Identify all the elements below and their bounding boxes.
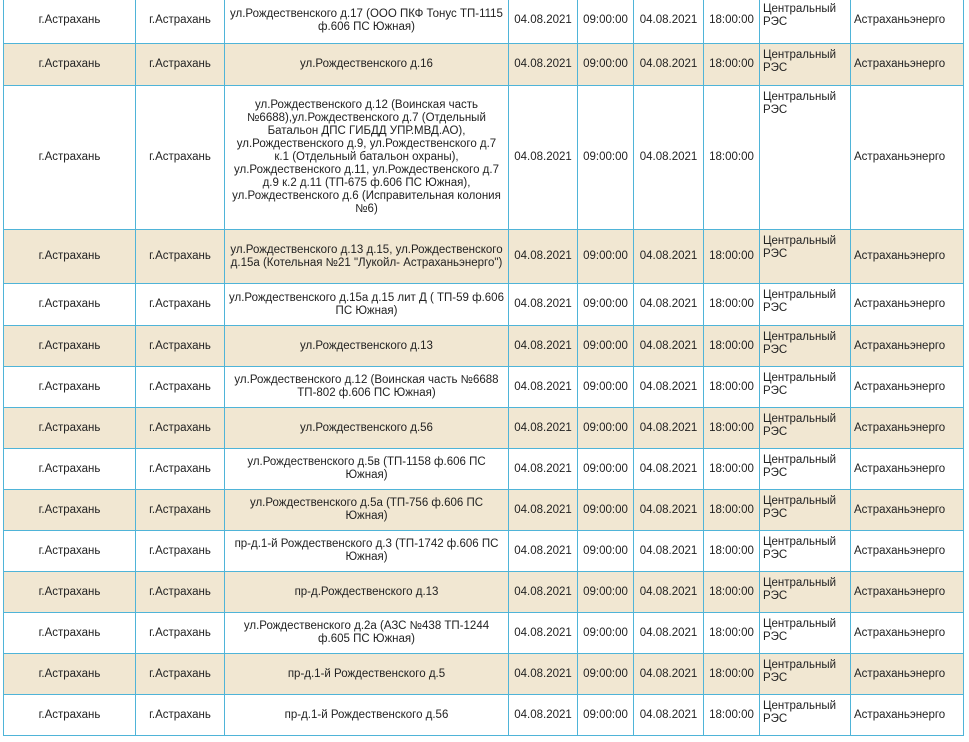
address-cell: ул.Рождественского д.12 (Воинская часть №6688 ТП-802 ф.606 ПС Южная) bbox=[225, 367, 509, 408]
start-date-cell: 04.08.2021 bbox=[509, 695, 578, 736]
end-time-cell: 18:00:00 bbox=[704, 449, 760, 490]
end-time-cell: 18:00:00 bbox=[704, 572, 760, 613]
table-row bbox=[4, 86, 964, 230]
start-time-cell: 09:00:00 bbox=[578, 490, 634, 531]
city-cell: г.Астрахань bbox=[4, 326, 136, 367]
res-cell: Центральный РЭС bbox=[760, 408, 851, 449]
start-date-cell: 04.08.2021 bbox=[509, 367, 578, 408]
settlement-cell: г.Астрахань bbox=[136, 695, 225, 736]
settlement-cell: г.Астрахань bbox=[136, 490, 225, 531]
end-time-cell: 18:00:00 bbox=[704, 0, 760, 44]
end-time-cell: 18:00:00 bbox=[704, 367, 760, 408]
end-date-cell: 04.08.2021 bbox=[634, 0, 704, 44]
end-date-cell: 04.08.2021 bbox=[634, 44, 704, 86]
res-cell: Центральный РЭС bbox=[760, 490, 851, 531]
city-cell: г.Астрахань bbox=[4, 531, 136, 572]
res-cell: Центральный РЭС bbox=[760, 654, 851, 695]
settlement-cell: г.Астрахань bbox=[136, 230, 225, 284]
start-date-cell: 04.08.2021 bbox=[509, 613, 578, 654]
start-time-cell: 09:00:00 bbox=[578, 44, 634, 86]
settlement-cell: г.Астрахань bbox=[136, 0, 225, 44]
city-cell: г.Астрахань bbox=[4, 572, 136, 613]
end-time-cell: 18:00:00 bbox=[704, 654, 760, 695]
address-cell: пр-д.1-й Рождественского д.56 bbox=[225, 695, 509, 736]
end-time-cell: 18:00:00 bbox=[704, 531, 760, 572]
table-body bbox=[4, 0, 964, 736]
organization-cell: Астраханьэнерго bbox=[851, 531, 964, 572]
organization-cell: Астраханьэнерго bbox=[851, 449, 964, 490]
address-cell: ул.Рождественского д.2а (АЗС №438 ТП-1244 ф.605 ПС Южная) bbox=[225, 613, 509, 654]
start-date-cell: 04.08.2021 bbox=[509, 449, 578, 490]
res-cell: Центральный РЭС bbox=[760, 86, 851, 230]
end-time-cell: 18:00:00 bbox=[704, 44, 760, 86]
table-row bbox=[4, 531, 964, 572]
res-cell: Центральный РЭС bbox=[760, 326, 851, 367]
settlement-cell: г.Астрахань bbox=[136, 326, 225, 367]
end-time-cell: 18:00:00 bbox=[704, 490, 760, 531]
start-time-cell: 09:00:00 bbox=[578, 0, 634, 44]
settlement-cell: г.Астрахань bbox=[136, 408, 225, 449]
start-time-cell: 09:00:00 bbox=[578, 695, 634, 736]
address-cell: ул.Рождественского д.5а (ТП-756 ф.606 ПС Южная) bbox=[225, 490, 509, 531]
end-time-cell: 18:00:00 bbox=[704, 86, 760, 230]
address-cell: ул.Рождественского д.13 д.15, ул.Рождественского д.15а (Котельная №21 "Лукойл- Астраханьэнерго") bbox=[225, 230, 509, 284]
address-cell: ул.Рождественского д.17 (ООО ПКФ Тонус ТП-1115 ф.606 ПС Южная) bbox=[225, 0, 509, 44]
address-cell: ул.Рождественского д.5в (ТП-1158 ф.606 ПС Южная) bbox=[225, 449, 509, 490]
end-date-cell: 04.08.2021 bbox=[634, 367, 704, 408]
table-row bbox=[4, 326, 964, 367]
settlement-cell: г.Астрахань bbox=[136, 613, 225, 654]
end-time-cell: 18:00:00 bbox=[704, 695, 760, 736]
organization-cell: Астраханьэнерго bbox=[851, 230, 964, 284]
city-cell: г.Астрахань bbox=[4, 230, 136, 284]
address-cell: ул.Рождественского д.13 bbox=[225, 326, 509, 367]
res-cell: Центральный РЭС bbox=[760, 449, 851, 490]
start-time-cell: 09:00:00 bbox=[578, 449, 634, 490]
end-date-cell: 04.08.2021 bbox=[634, 531, 704, 572]
start-date-cell: 04.08.2021 bbox=[509, 230, 578, 284]
organization-cell: Астраханьэнерго bbox=[851, 284, 964, 326]
start-time-cell: 09:00:00 bbox=[578, 572, 634, 613]
end-date-cell: 04.08.2021 bbox=[634, 695, 704, 736]
address-cell: пр-д.1-й Рождественского д.5 bbox=[225, 654, 509, 695]
outage-schedule-table bbox=[3, 0, 964, 736]
table-row bbox=[4, 408, 964, 449]
settlement-cell: г.Астрахань bbox=[136, 654, 225, 695]
res-cell: Центральный РЭС bbox=[760, 572, 851, 613]
res-cell: Центральный РЭС bbox=[760, 230, 851, 284]
address-cell: пр-д.Рождественского д.13 bbox=[225, 572, 509, 613]
start-time-cell: 09:00:00 bbox=[578, 408, 634, 449]
table-row bbox=[4, 44, 964, 86]
start-time-cell: 09:00:00 bbox=[578, 230, 634, 284]
start-time-cell: 09:00:00 bbox=[578, 367, 634, 408]
end-date-cell: 04.08.2021 bbox=[634, 654, 704, 695]
settlement-cell: г.Астрахань bbox=[136, 531, 225, 572]
start-date-cell: 04.08.2021 bbox=[509, 490, 578, 531]
res-cell: Центральный РЭС bbox=[760, 367, 851, 408]
end-date-cell: 04.08.2021 bbox=[634, 284, 704, 326]
res-cell: Центральный РЭС bbox=[760, 44, 851, 86]
table-row bbox=[4, 695, 964, 736]
organization-cell: Астраханьэнерго bbox=[851, 326, 964, 367]
organization-cell: Астраханьэнерго bbox=[851, 408, 964, 449]
table-row bbox=[4, 572, 964, 613]
start-time-cell: 09:00:00 bbox=[578, 613, 634, 654]
end-date-cell: 04.08.2021 bbox=[634, 230, 704, 284]
start-date-cell: 04.08.2021 bbox=[509, 531, 578, 572]
address-cell: ул.Рождественского д.56 bbox=[225, 408, 509, 449]
city-cell: г.Астрахань bbox=[4, 613, 136, 654]
end-date-cell: 04.08.2021 bbox=[634, 86, 704, 230]
city-cell: г.Астрахань bbox=[4, 449, 136, 490]
city-cell: г.Астрахань bbox=[4, 695, 136, 736]
end-date-cell: 04.08.2021 bbox=[634, 572, 704, 613]
table-row bbox=[4, 284, 964, 326]
end-date-cell: 04.08.2021 bbox=[634, 326, 704, 367]
table-row bbox=[4, 490, 964, 531]
address-cell: ул.Рождественского д.15а д.15 лит Д ( ТП-59 ф.606 ПС Южная) bbox=[225, 284, 509, 326]
res-cell: Центральный РЭС bbox=[760, 531, 851, 572]
start-time-cell: 09:00:00 bbox=[578, 284, 634, 326]
city-cell: г.Астрахань bbox=[4, 44, 136, 86]
organization-cell: Астраханьэнерго bbox=[851, 490, 964, 531]
settlement-cell: г.Астрахань bbox=[136, 86, 225, 230]
organization-cell: Астраханьэнерго bbox=[851, 367, 964, 408]
table-row bbox=[4, 449, 964, 490]
start-time-cell: 09:00:00 bbox=[578, 326, 634, 367]
table-row bbox=[4, 613, 964, 654]
organization-cell: Астраханьэнерго bbox=[851, 44, 964, 86]
start-date-cell: 04.08.2021 bbox=[509, 326, 578, 367]
settlement-cell: г.Астрахань bbox=[136, 367, 225, 408]
address-cell: ул.Рождественского д.16 bbox=[225, 44, 509, 86]
city-cell: г.Астрахань bbox=[4, 86, 136, 230]
res-cell: Центральный РЭС bbox=[760, 284, 851, 326]
organization-cell: Астраханьэнерго bbox=[851, 613, 964, 654]
city-cell: г.Астрахань bbox=[4, 654, 136, 695]
start-date-cell: 04.08.2021 bbox=[509, 572, 578, 613]
end-time-cell: 18:00:00 bbox=[704, 613, 760, 654]
start-time-cell: 09:00:00 bbox=[578, 654, 634, 695]
end-time-cell: 18:00:00 bbox=[704, 284, 760, 326]
start-date-cell: 04.08.2021 bbox=[509, 284, 578, 326]
end-date-cell: 04.08.2021 bbox=[634, 449, 704, 490]
city-cell: г.Астрахань bbox=[4, 490, 136, 531]
end-time-cell: 18:00:00 bbox=[704, 326, 760, 367]
address-cell: ул.Рождественского д.12 (Воинская часть №6688),ул.Рождественского д.7 (Отдельный Батальон ДПС ГИБДД УПР.МВД.АО), ул.Рождественского д.9, ул.Рождественского д.7 к.1 (Отдельный батальон охраны), ул.Рождественского д.11, ул.Рождественского д.7 д.9 к.2 д.11 (ТП-675 ф.606 ПС Южная), ул.Рождественского д.6 (Исправительная колония №6) bbox=[225, 86, 509, 230]
settlement-cell: г.Астрахань bbox=[136, 572, 225, 613]
table-row bbox=[4, 0, 964, 44]
end-time-cell: 18:00:00 bbox=[704, 408, 760, 449]
res-cell: Центральный РЭС bbox=[760, 0, 851, 44]
city-cell: г.Астрахань bbox=[4, 284, 136, 326]
start-date-cell: 04.08.2021 bbox=[509, 0, 578, 44]
end-date-cell: 04.08.2021 bbox=[634, 408, 704, 449]
city-cell: г.Астрахань bbox=[4, 367, 136, 408]
address-cell: пр-д.1-й Рождественского д.3 (ТП-1742 ф.606 ПС Южная) bbox=[225, 531, 509, 572]
table-row bbox=[4, 367, 964, 408]
start-date-cell: 04.08.2021 bbox=[509, 86, 578, 230]
settlement-cell: г.Астрахань bbox=[136, 284, 225, 326]
end-time-cell: 18:00:00 bbox=[704, 230, 760, 284]
start-time-cell: 09:00:00 bbox=[578, 86, 634, 230]
table-row bbox=[4, 654, 964, 695]
city-cell: г.Астрахань bbox=[4, 0, 136, 44]
organization-cell: Астраханьэнерго bbox=[851, 0, 964, 44]
end-date-cell: 04.08.2021 bbox=[634, 490, 704, 531]
organization-cell: Астраханьэнерго bbox=[851, 695, 964, 736]
table-row bbox=[4, 230, 964, 284]
res-cell: Центральный РЭС bbox=[760, 613, 851, 654]
start-date-cell: 04.08.2021 bbox=[509, 44, 578, 86]
organization-cell: Астраханьэнерго bbox=[851, 86, 964, 230]
settlement-cell: г.Астрахань bbox=[136, 449, 225, 490]
start-time-cell: 09:00:00 bbox=[578, 531, 634, 572]
start-date-cell: 04.08.2021 bbox=[509, 654, 578, 695]
organization-cell: Астраханьэнерго bbox=[851, 572, 964, 613]
city-cell: г.Астрахань bbox=[4, 408, 136, 449]
end-date-cell: 04.08.2021 bbox=[634, 613, 704, 654]
res-cell: Центральный РЭС bbox=[760, 695, 851, 736]
settlement-cell: г.Астрахань bbox=[136, 44, 225, 86]
organization-cell: Астраханьэнерго bbox=[851, 654, 964, 695]
start-date-cell: 04.08.2021 bbox=[509, 408, 578, 449]
